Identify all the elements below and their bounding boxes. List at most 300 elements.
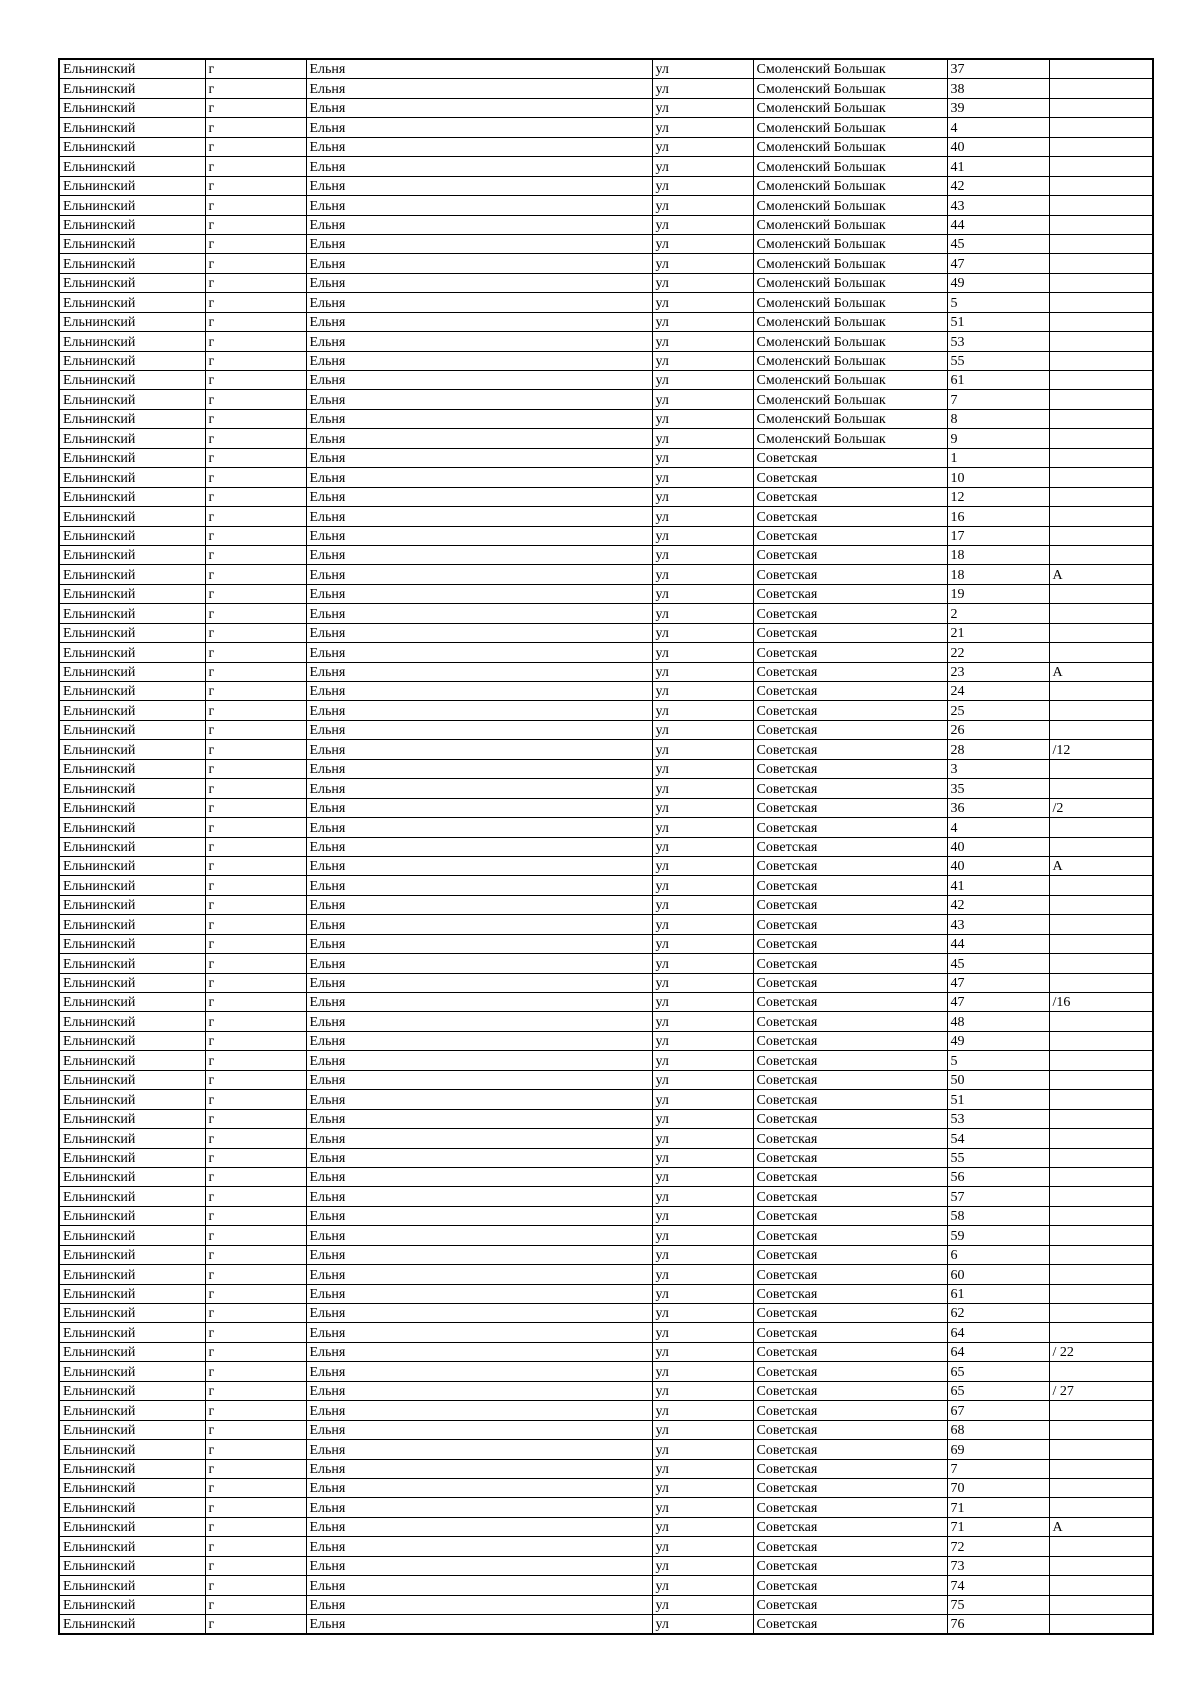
- settlement-type-cell: г: [205, 1187, 306, 1206]
- settlement-name-cell: Ельня: [306, 1129, 652, 1148]
- district-cell: Ельнинский: [59, 934, 205, 953]
- street-name-cell: Советская: [753, 1148, 947, 1167]
- street-type-cell: ул: [652, 448, 753, 467]
- settlement-type-cell: г: [205, 856, 306, 875]
- settlement-type-cell: г: [205, 623, 306, 642]
- district-cell: Ельнинский: [59, 390, 205, 409]
- address-table-body: [59, 59, 1153, 1634]
- street-type-cell: ул: [652, 196, 753, 215]
- street-type-cell: ул: [652, 157, 753, 176]
- street-type-cell: ул: [652, 1012, 753, 1031]
- settlement-type-cell: г: [205, 215, 306, 234]
- district-cell: Ельнинский: [59, 448, 205, 467]
- district-cell: Ельнинский: [59, 818, 205, 837]
- house-number-cell: 71: [947, 1517, 1049, 1536]
- street-name-cell: Советская: [753, 1323, 947, 1342]
- settlement-name-cell: Ельня: [306, 993, 652, 1012]
- street-name-cell: Советская: [753, 1362, 947, 1381]
- street-name-cell: Советская: [753, 1459, 947, 1478]
- house-suffix-cell: [1049, 273, 1153, 292]
- settlement-type-cell: г: [205, 876, 306, 895]
- street-name-cell: Советская: [753, 565, 947, 584]
- street-name-cell: Советская: [753, 507, 947, 526]
- table-row: [59, 98, 1153, 117]
- settlement-type-cell: г: [205, 1537, 306, 1556]
- table-row: [59, 584, 1153, 603]
- table-row: [59, 312, 1153, 331]
- house-number-cell: 55: [947, 351, 1049, 370]
- house-suffix-cell: [1049, 954, 1153, 973]
- settlement-name-cell: Ельня: [306, 779, 652, 798]
- settlement-type-cell: г: [205, 234, 306, 253]
- house-suffix-cell: [1049, 1051, 1153, 1070]
- table-row: [59, 565, 1153, 584]
- district-cell: Ельнинский: [59, 973, 205, 992]
- house-suffix-cell: А: [1049, 856, 1153, 875]
- table-row: [59, 954, 1153, 973]
- street-type-cell: ул: [652, 1459, 753, 1478]
- street-type-cell: ул: [652, 720, 753, 739]
- table-row: [59, 915, 1153, 934]
- street-type-cell: ул: [652, 1401, 753, 1420]
- street-type-cell: ул: [652, 934, 753, 953]
- house-number-cell: 49: [947, 1031, 1049, 1050]
- street-name-cell: Советская: [753, 1129, 947, 1148]
- house-number-cell: 67: [947, 1401, 1049, 1420]
- street-type-cell: ул: [652, 837, 753, 856]
- house-number-cell: 38: [947, 79, 1049, 98]
- house-number-cell: 23: [947, 662, 1049, 681]
- house-number-cell: 5: [947, 1051, 1049, 1070]
- table-row: [59, 623, 1153, 642]
- street-type-cell: ул: [652, 759, 753, 778]
- table-row: [59, 409, 1153, 428]
- house-number-cell: 71: [947, 1498, 1049, 1517]
- settlement-type-cell: г: [205, 1576, 306, 1595]
- table-row: [59, 1323, 1153, 1342]
- house-number-cell: 47: [947, 254, 1049, 273]
- settlement-name-cell: Ельня: [306, 118, 652, 137]
- street-name-cell: Смоленский Большак: [753, 79, 947, 98]
- district-cell: Ельнинский: [59, 1362, 205, 1381]
- district-cell: Ельнинский: [59, 79, 205, 98]
- street-type-cell: ул: [652, 1129, 753, 1148]
- settlement-type-cell: г: [205, 545, 306, 564]
- house-suffix-cell: /12: [1049, 740, 1153, 759]
- district-cell: Ельнинский: [59, 1031, 205, 1050]
- settlement-name-cell: Ельня: [306, 59, 652, 79]
- street-name-cell: Советская: [753, 720, 947, 739]
- street-name-cell: Советская: [753, 1012, 947, 1031]
- house-suffix-cell: [1049, 1129, 1153, 1148]
- district-cell: Ельнинский: [59, 1517, 205, 1536]
- settlement-name-cell: Ельня: [306, 409, 652, 428]
- house-number-cell: 28: [947, 740, 1049, 759]
- settlement-type-cell: г: [205, 993, 306, 1012]
- house-number-cell: 43: [947, 915, 1049, 934]
- district-cell: Ельнинский: [59, 798, 205, 817]
- table-row: [59, 1342, 1153, 1361]
- street-name-cell: Советская: [753, 1615, 947, 1635]
- house-number-cell: 18: [947, 545, 1049, 564]
- settlement-type-cell: г: [205, 759, 306, 778]
- house-number-cell: 49: [947, 273, 1049, 292]
- street-name-cell: Советская: [753, 973, 947, 992]
- street-type-cell: ул: [652, 468, 753, 487]
- settlement-name-cell: Ельня: [306, 429, 652, 448]
- house-suffix-cell: [1049, 468, 1153, 487]
- settlement-name-cell: Ельня: [306, 176, 652, 195]
- settlement-name-cell: Ельня: [306, 876, 652, 895]
- street-type-cell: ул: [652, 293, 753, 312]
- settlement-type-cell: г: [205, 390, 306, 409]
- district-cell: Ельнинский: [59, 662, 205, 681]
- street-type-cell: ул: [652, 895, 753, 914]
- district-cell: Ельнинский: [59, 1109, 205, 1128]
- settlement-type-cell: г: [205, 507, 306, 526]
- settlement-name-cell: Ельня: [306, 196, 652, 215]
- settlement-name-cell: Ельня: [306, 273, 652, 292]
- district-cell: Ельнинский: [59, 1265, 205, 1284]
- district-cell: Ельнинский: [59, 837, 205, 856]
- street-name-cell: Советская: [753, 759, 947, 778]
- house-number-cell: 53: [947, 332, 1049, 351]
- house-suffix-cell: [1049, 643, 1153, 662]
- house-number-cell: 64: [947, 1323, 1049, 1342]
- table-row: [59, 390, 1153, 409]
- house-number-cell: 3: [947, 759, 1049, 778]
- settlement-type-cell: г: [205, 779, 306, 798]
- house-suffix-cell: [1049, 429, 1153, 448]
- settlement-name-cell: Ельня: [306, 565, 652, 584]
- street-name-cell: Советская: [753, 1167, 947, 1186]
- settlement-type-cell: г: [205, 157, 306, 176]
- settlement-type-cell: г: [205, 973, 306, 992]
- settlement-name-cell: Ельня: [306, 1323, 652, 1342]
- house-number-cell: 6: [947, 1245, 1049, 1264]
- street-name-cell: Советская: [753, 545, 947, 564]
- house-number-cell: 68: [947, 1420, 1049, 1439]
- table-row: [59, 1226, 1153, 1245]
- district-cell: Ельнинский: [59, 98, 205, 117]
- table-row: [59, 1362, 1153, 1381]
- house-number-cell: 45: [947, 954, 1049, 973]
- street-type-cell: ул: [652, 1245, 753, 1264]
- settlement-type-cell: г: [205, 1323, 306, 1342]
- settlement-type-cell: г: [205, 98, 306, 117]
- house-suffix-cell: [1049, 973, 1153, 992]
- street-name-cell: Советская: [753, 779, 947, 798]
- table-row: [59, 254, 1153, 273]
- house-number-cell: 70: [947, 1478, 1049, 1497]
- house-suffix-cell: / 22: [1049, 1342, 1153, 1361]
- settlement-name-cell: Ельня: [306, 759, 652, 778]
- street-name-cell: Советская: [753, 876, 947, 895]
- street-name-cell: Советская: [753, 740, 947, 759]
- house-suffix-cell: / 27: [1049, 1381, 1153, 1400]
- street-name-cell: Советская: [753, 623, 947, 642]
- street-type-cell: ул: [652, 1478, 753, 1497]
- street-type-cell: ул: [652, 584, 753, 603]
- district-cell: Ельнинский: [59, 1498, 205, 1517]
- street-name-cell: Советская: [753, 1245, 947, 1264]
- house-number-cell: 72: [947, 1537, 1049, 1556]
- table-row: [59, 993, 1153, 1012]
- house-suffix-cell: [1049, 759, 1153, 778]
- settlement-type-cell: г: [205, 1265, 306, 1284]
- house-number-cell: 75: [947, 1595, 1049, 1614]
- settlement-type-cell: г: [205, 604, 306, 623]
- settlement-name-cell: Ельня: [306, 682, 652, 701]
- house-suffix-cell: [1049, 915, 1153, 934]
- settlement-name-cell: Ельня: [306, 1498, 652, 1517]
- settlement-type-cell: г: [205, 1342, 306, 1361]
- table-row: [59, 507, 1153, 526]
- street-name-cell: Смоленский Большак: [753, 137, 947, 156]
- house-number-cell: 61: [947, 371, 1049, 390]
- table-row: [59, 234, 1153, 253]
- district-cell: Ельнинский: [59, 604, 205, 623]
- house-suffix-cell: [1049, 623, 1153, 642]
- settlement-name-cell: Ельня: [306, 623, 652, 642]
- settlement-name-cell: Ельня: [306, 1556, 652, 1575]
- house-number-cell: 36: [947, 798, 1049, 817]
- table-row: [59, 1167, 1153, 1186]
- street-type-cell: ул: [652, 1090, 753, 1109]
- settlement-type-cell: г: [205, 934, 306, 953]
- settlement-type-cell: г: [205, 915, 306, 934]
- street-name-cell: Советская: [753, 1284, 947, 1303]
- district-cell: Ельнинский: [59, 273, 205, 292]
- table-row: [59, 740, 1153, 759]
- house-number-cell: 21: [947, 623, 1049, 642]
- street-name-cell: Советская: [753, 1342, 947, 1361]
- house-suffix-cell: [1049, 293, 1153, 312]
- district-cell: Ельнинский: [59, 954, 205, 973]
- house-number-cell: 73: [947, 1556, 1049, 1575]
- street-name-cell: Советская: [753, 1187, 947, 1206]
- house-number-cell: 65: [947, 1381, 1049, 1400]
- street-type-cell: ул: [652, 1537, 753, 1556]
- street-name-cell: Советская: [753, 1031, 947, 1050]
- street-type-cell: ул: [652, 1498, 753, 1517]
- house-suffix-cell: [1049, 1459, 1153, 1478]
- street-type-cell: ул: [652, 137, 753, 156]
- table-row: [59, 604, 1153, 623]
- settlement-type-cell: г: [205, 448, 306, 467]
- house-suffix-cell: [1049, 1323, 1153, 1342]
- street-type-cell: ул: [652, 273, 753, 292]
- street-name-cell: Советская: [753, 954, 947, 973]
- district-cell: Ельнинский: [59, 720, 205, 739]
- street-type-cell: ул: [652, 623, 753, 642]
- district-cell: Ельнинский: [59, 234, 205, 253]
- street-name-cell: Советская: [753, 837, 947, 856]
- house-number-cell: 65: [947, 1362, 1049, 1381]
- district-cell: Ельнинский: [59, 1070, 205, 1089]
- street-type-cell: ул: [652, 118, 753, 137]
- street-type-cell: ул: [652, 662, 753, 681]
- house-number-cell: 26: [947, 720, 1049, 739]
- street-type-cell: ул: [652, 915, 753, 934]
- house-suffix-cell: [1049, 779, 1153, 798]
- district-cell: Ельнинский: [59, 409, 205, 428]
- street-type-cell: ул: [652, 526, 753, 545]
- district-cell: Ельнинский: [59, 487, 205, 506]
- street-name-cell: Советская: [753, 468, 947, 487]
- house-suffix-cell: [1049, 1362, 1153, 1381]
- table-row: [59, 79, 1153, 98]
- street-type-cell: ул: [652, 98, 753, 117]
- house-number-cell: 25: [947, 701, 1049, 720]
- settlement-type-cell: г: [205, 1129, 306, 1148]
- street-name-cell: Советская: [753, 798, 947, 817]
- house-suffix-cell: [1049, 1245, 1153, 1264]
- street-type-cell: ул: [652, 487, 753, 506]
- settlement-name-cell: Ельня: [306, 934, 652, 953]
- street-type-cell: ул: [652, 954, 753, 973]
- street-type-cell: ул: [652, 371, 753, 390]
- street-name-cell: Советская: [753, 662, 947, 681]
- street-type-cell: ул: [652, 1362, 753, 1381]
- street-type-cell: ул: [652, 779, 753, 798]
- house-number-cell: 56: [947, 1167, 1049, 1186]
- street-type-cell: ул: [652, 798, 753, 817]
- house-number-cell: 18: [947, 565, 1049, 584]
- district-cell: Ельнинский: [59, 1167, 205, 1186]
- table-row: [59, 662, 1153, 681]
- house-suffix-cell: /2: [1049, 798, 1153, 817]
- house-suffix-cell: [1049, 1595, 1153, 1614]
- street-name-cell: Советская: [753, 1265, 947, 1284]
- district-cell: Ельнинский: [59, 332, 205, 351]
- house-suffix-cell: [1049, 1440, 1153, 1459]
- table-row: [59, 1245, 1153, 1264]
- street-name-cell: Советская: [753, 818, 947, 837]
- district-cell: Ельнинский: [59, 993, 205, 1012]
- district-cell: Ельнинский: [59, 371, 205, 390]
- table-row: [59, 351, 1153, 370]
- street-type-cell: ул: [652, 215, 753, 234]
- house-number-cell: 4: [947, 118, 1049, 137]
- district-cell: Ельнинский: [59, 1478, 205, 1497]
- house-number-cell: 8: [947, 409, 1049, 428]
- district-cell: Ельнинский: [59, 682, 205, 701]
- settlement-name-cell: Ельня: [306, 526, 652, 545]
- street-name-cell: Советская: [753, 1537, 947, 1556]
- street-name-cell: Смоленский Большак: [753, 371, 947, 390]
- street-name-cell: Советская: [753, 1556, 947, 1575]
- street-type-cell: ул: [652, 604, 753, 623]
- house-suffix-cell: [1049, 137, 1153, 156]
- table-row: [59, 1478, 1153, 1497]
- house-number-cell: 1: [947, 448, 1049, 467]
- address-table: [58, 58, 1154, 1635]
- house-suffix-cell: [1049, 254, 1153, 273]
- district-cell: Ельнинский: [59, 1090, 205, 1109]
- table-row: [59, 1109, 1153, 1128]
- settlement-name-cell: Ельня: [306, 1051, 652, 1070]
- settlement-type-cell: г: [205, 895, 306, 914]
- house-suffix-cell: [1049, 701, 1153, 720]
- house-number-cell: 24: [947, 682, 1049, 701]
- settlement-type-cell: г: [205, 1304, 306, 1323]
- house-suffix-cell: [1049, 487, 1153, 506]
- house-number-cell: 10: [947, 468, 1049, 487]
- street-type-cell: ул: [652, 234, 753, 253]
- settlement-type-cell: г: [205, 1595, 306, 1614]
- district-cell: Ельнинский: [59, 759, 205, 778]
- house-suffix-cell: [1049, 1401, 1153, 1420]
- street-name-cell: Советская: [753, 993, 947, 1012]
- settlement-type-cell: г: [205, 1615, 306, 1635]
- street-type-cell: ул: [652, 701, 753, 720]
- street-name-cell: Смоленский Большак: [753, 59, 947, 79]
- district-cell: Ельнинский: [59, 1323, 205, 1342]
- street-type-cell: ул: [652, 1576, 753, 1595]
- house-suffix-cell: [1049, 895, 1153, 914]
- street-type-cell: ул: [652, 79, 753, 98]
- street-type-cell: ул: [652, 643, 753, 662]
- street-type-cell: ул: [652, 1167, 753, 1186]
- house-number-cell: 19: [947, 584, 1049, 603]
- house-number-cell: 41: [947, 876, 1049, 895]
- settlement-name-cell: Ельня: [306, 98, 652, 117]
- house-suffix-cell: [1049, 157, 1153, 176]
- house-suffix-cell: [1049, 409, 1153, 428]
- table-row: [59, 118, 1153, 137]
- table-row: [59, 1031, 1153, 1050]
- street-name-cell: Советская: [753, 1109, 947, 1128]
- district-cell: Ельнинский: [59, 429, 205, 448]
- street-type-cell: ул: [652, 1323, 753, 1342]
- settlement-name-cell: Ельня: [306, 856, 652, 875]
- district-cell: Ельнинский: [59, 507, 205, 526]
- district-cell: Ельнинский: [59, 779, 205, 798]
- house-suffix-cell: [1049, 1498, 1153, 1517]
- settlement-name-cell: Ельня: [306, 1226, 652, 1245]
- settlement-type-cell: г: [205, 273, 306, 292]
- settlement-type-cell: г: [205, 1090, 306, 1109]
- house-suffix-cell: [1049, 448, 1153, 467]
- district-cell: Ельнинский: [59, 1576, 205, 1595]
- settlement-name-cell: Ельня: [306, 215, 652, 234]
- district-cell: Ельнинский: [59, 1440, 205, 1459]
- settlement-type-cell: г: [205, 59, 306, 79]
- street-type-cell: ул: [652, 1265, 753, 1284]
- settlement-name-cell: Ельня: [306, 1090, 652, 1109]
- street-type-cell: ул: [652, 1615, 753, 1635]
- settlement-name-cell: Ельня: [306, 234, 652, 253]
- settlement-name-cell: Ельня: [306, 137, 652, 156]
- house-suffix-cell: [1049, 1012, 1153, 1031]
- settlement-type-cell: г: [205, 837, 306, 856]
- house-number-cell: 57: [947, 1187, 1049, 1206]
- house-suffix-cell: [1049, 1148, 1153, 1167]
- street-name-cell: Смоленский Большак: [753, 409, 947, 428]
- settlement-type-cell: г: [205, 487, 306, 506]
- settlement-type-cell: г: [205, 701, 306, 720]
- house-suffix-cell: А: [1049, 565, 1153, 584]
- street-type-cell: ул: [652, 682, 753, 701]
- street-name-cell: Советская: [753, 1420, 947, 1439]
- settlement-name-cell: Ельня: [306, 1265, 652, 1284]
- settlement-name-cell: Ельня: [306, 1109, 652, 1128]
- settlement-type-cell: г: [205, 1459, 306, 1478]
- house-suffix-cell: [1049, 215, 1153, 234]
- settlement-type-cell: г: [205, 332, 306, 351]
- settlement-name-cell: Ельня: [306, 1342, 652, 1361]
